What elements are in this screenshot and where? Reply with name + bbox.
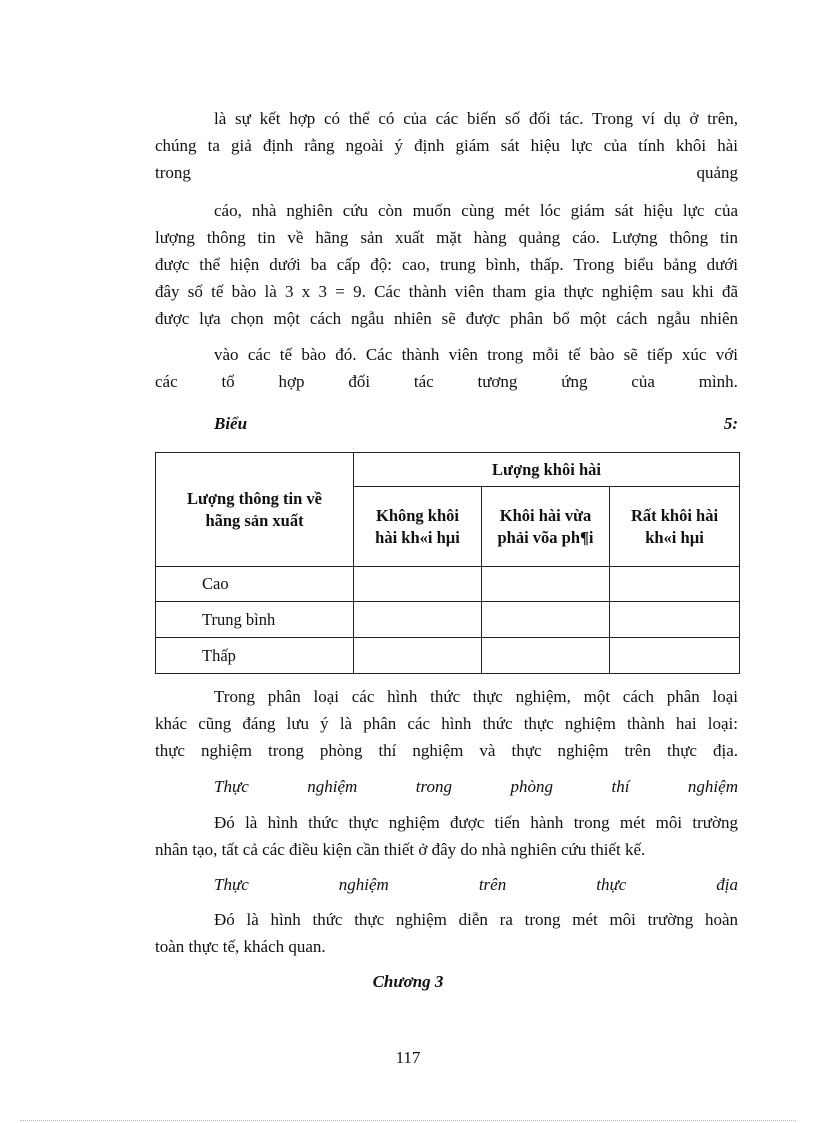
table-cell — [610, 602, 740, 638]
data-table — [155, 452, 740, 674]
column-header: Rất khôi hài kh«i hµi — [610, 487, 740, 567]
word: trong — [155, 163, 191, 182]
table-cell — [354, 567, 482, 602]
body-line: Đó là hình thức thực nghiệm diễn ra trong mét môi trường hoàn — [214, 910, 738, 929]
word: nghiệm — [307, 777, 358, 796]
body-line-split — [155, 161, 738, 185]
word: tổ — [221, 372, 235, 391]
row-header-cell — [156, 453, 354, 567]
word: tác — [413, 372, 434, 391]
table-cell — [610, 567, 740, 602]
row-label: Trung bình — [156, 602, 354, 638]
body-line: vào các tế bào đó. Các thành viên trong mỗi tế bào sẽ tiếp xúc với — [214, 345, 738, 364]
body-line: toàn thực tế, khách quan. — [155, 937, 326, 956]
chapter-title: Chương 3 — [372, 972, 444, 991]
table-cell — [482, 567, 610, 602]
word: Thực — [214, 777, 249, 796]
table-cell — [482, 602, 610, 638]
word: mình. — [698, 372, 738, 391]
page-bottom-rule — [20, 1120, 796, 1121]
page-number: 117 — [395, 1048, 421, 1067]
word: nghiệm — [338, 875, 389, 894]
table-cell — [482, 638, 610, 674]
table-cell — [354, 602, 482, 638]
row-header: Lượng thông tin về hãng sản xuất — [186, 488, 323, 530]
body-line: là sự kết hợp có thể có của các biến số đối tác. Trong ví dụ ở trên, — [214, 109, 738, 128]
row-label: Thấp — [156, 638, 354, 674]
body-line: thực nghiệm trong phòng thí nghiệm và thực nghiệm trên thực địa. — [155, 741, 738, 760]
body-line: được lựa chọn một cách ngẫu nhiên sẽ được phân bổ một cách ngẫu nhiên — [155, 309, 738, 328]
word: tương — [477, 372, 518, 391]
section-heading — [214, 775, 738, 799]
table-cell — [610, 638, 740, 674]
word: địa — [716, 875, 738, 894]
caption-number: 5: — [723, 414, 738, 433]
caption-label: Biểu — [214, 414, 248, 433]
group-header: Lượng khôi hài — [354, 453, 740, 487]
word: của — [631, 372, 655, 391]
word: ứng — [561, 372, 588, 391]
body-line: khác cũng đáng lưu ý là phân các hình thức thực nghiệm thành hai loại: — [155, 714, 738, 733]
table-caption — [214, 412, 738, 436]
body-line: được thể hiện dưới ba cấp độ: cao, trung bình, thấp. Trong biểu bảng dưới — [155, 255, 738, 274]
word: các — [155, 372, 178, 391]
body-line-spread — [155, 370, 738, 394]
column-header: Không khôi hài kh«i hµi — [354, 487, 482, 567]
body-line: Đó là hình thức thực nghiệm được tiến hành trong mét môi trường — [214, 813, 738, 832]
body-line: cáo, nhà nghiên cứu còn muốn cùng mét lóc giám sát hiệu lực của — [214, 201, 738, 220]
table-cell — [354, 638, 482, 674]
word: quảng — [696, 163, 738, 182]
body-line: nhân tạo, tất cả các điều kiện cần thiết ở đây do nhà nghiên cứu thiết kế. — [155, 840, 646, 859]
column-header: Khôi hài vừa phải võa ph¶i — [482, 487, 610, 567]
body-line: chúng ta giả định rằng ngoài ý định giám sát hiệu lực của tính khôi hài — [155, 136, 738, 155]
body-line: lượng thông tin về hãng sản xuất mặt hàng quảng cáo. Lượng thông tin — [155, 228, 738, 247]
word: hợp — [278, 372, 305, 391]
row-label: Cao — [156, 567, 354, 602]
word: nghiệm — [687, 777, 738, 796]
word: phòng — [510, 777, 553, 796]
body-line: Trong phân loại các hình thức thực nghiệm, một cách phân loại — [214, 687, 738, 706]
word: thực — [596, 875, 627, 894]
body-line: đây số tế bào là 3 x 3 = 9. Các thành viên tham gia thực nghiệm sau khi đã — [155, 282, 738, 301]
word: thí — [611, 777, 630, 796]
section-heading — [214, 873, 738, 897]
word: trong — [415, 777, 453, 796]
word: Thực — [214, 875, 249, 894]
word: đối — [348, 372, 371, 391]
word: trên — [478, 875, 507, 894]
